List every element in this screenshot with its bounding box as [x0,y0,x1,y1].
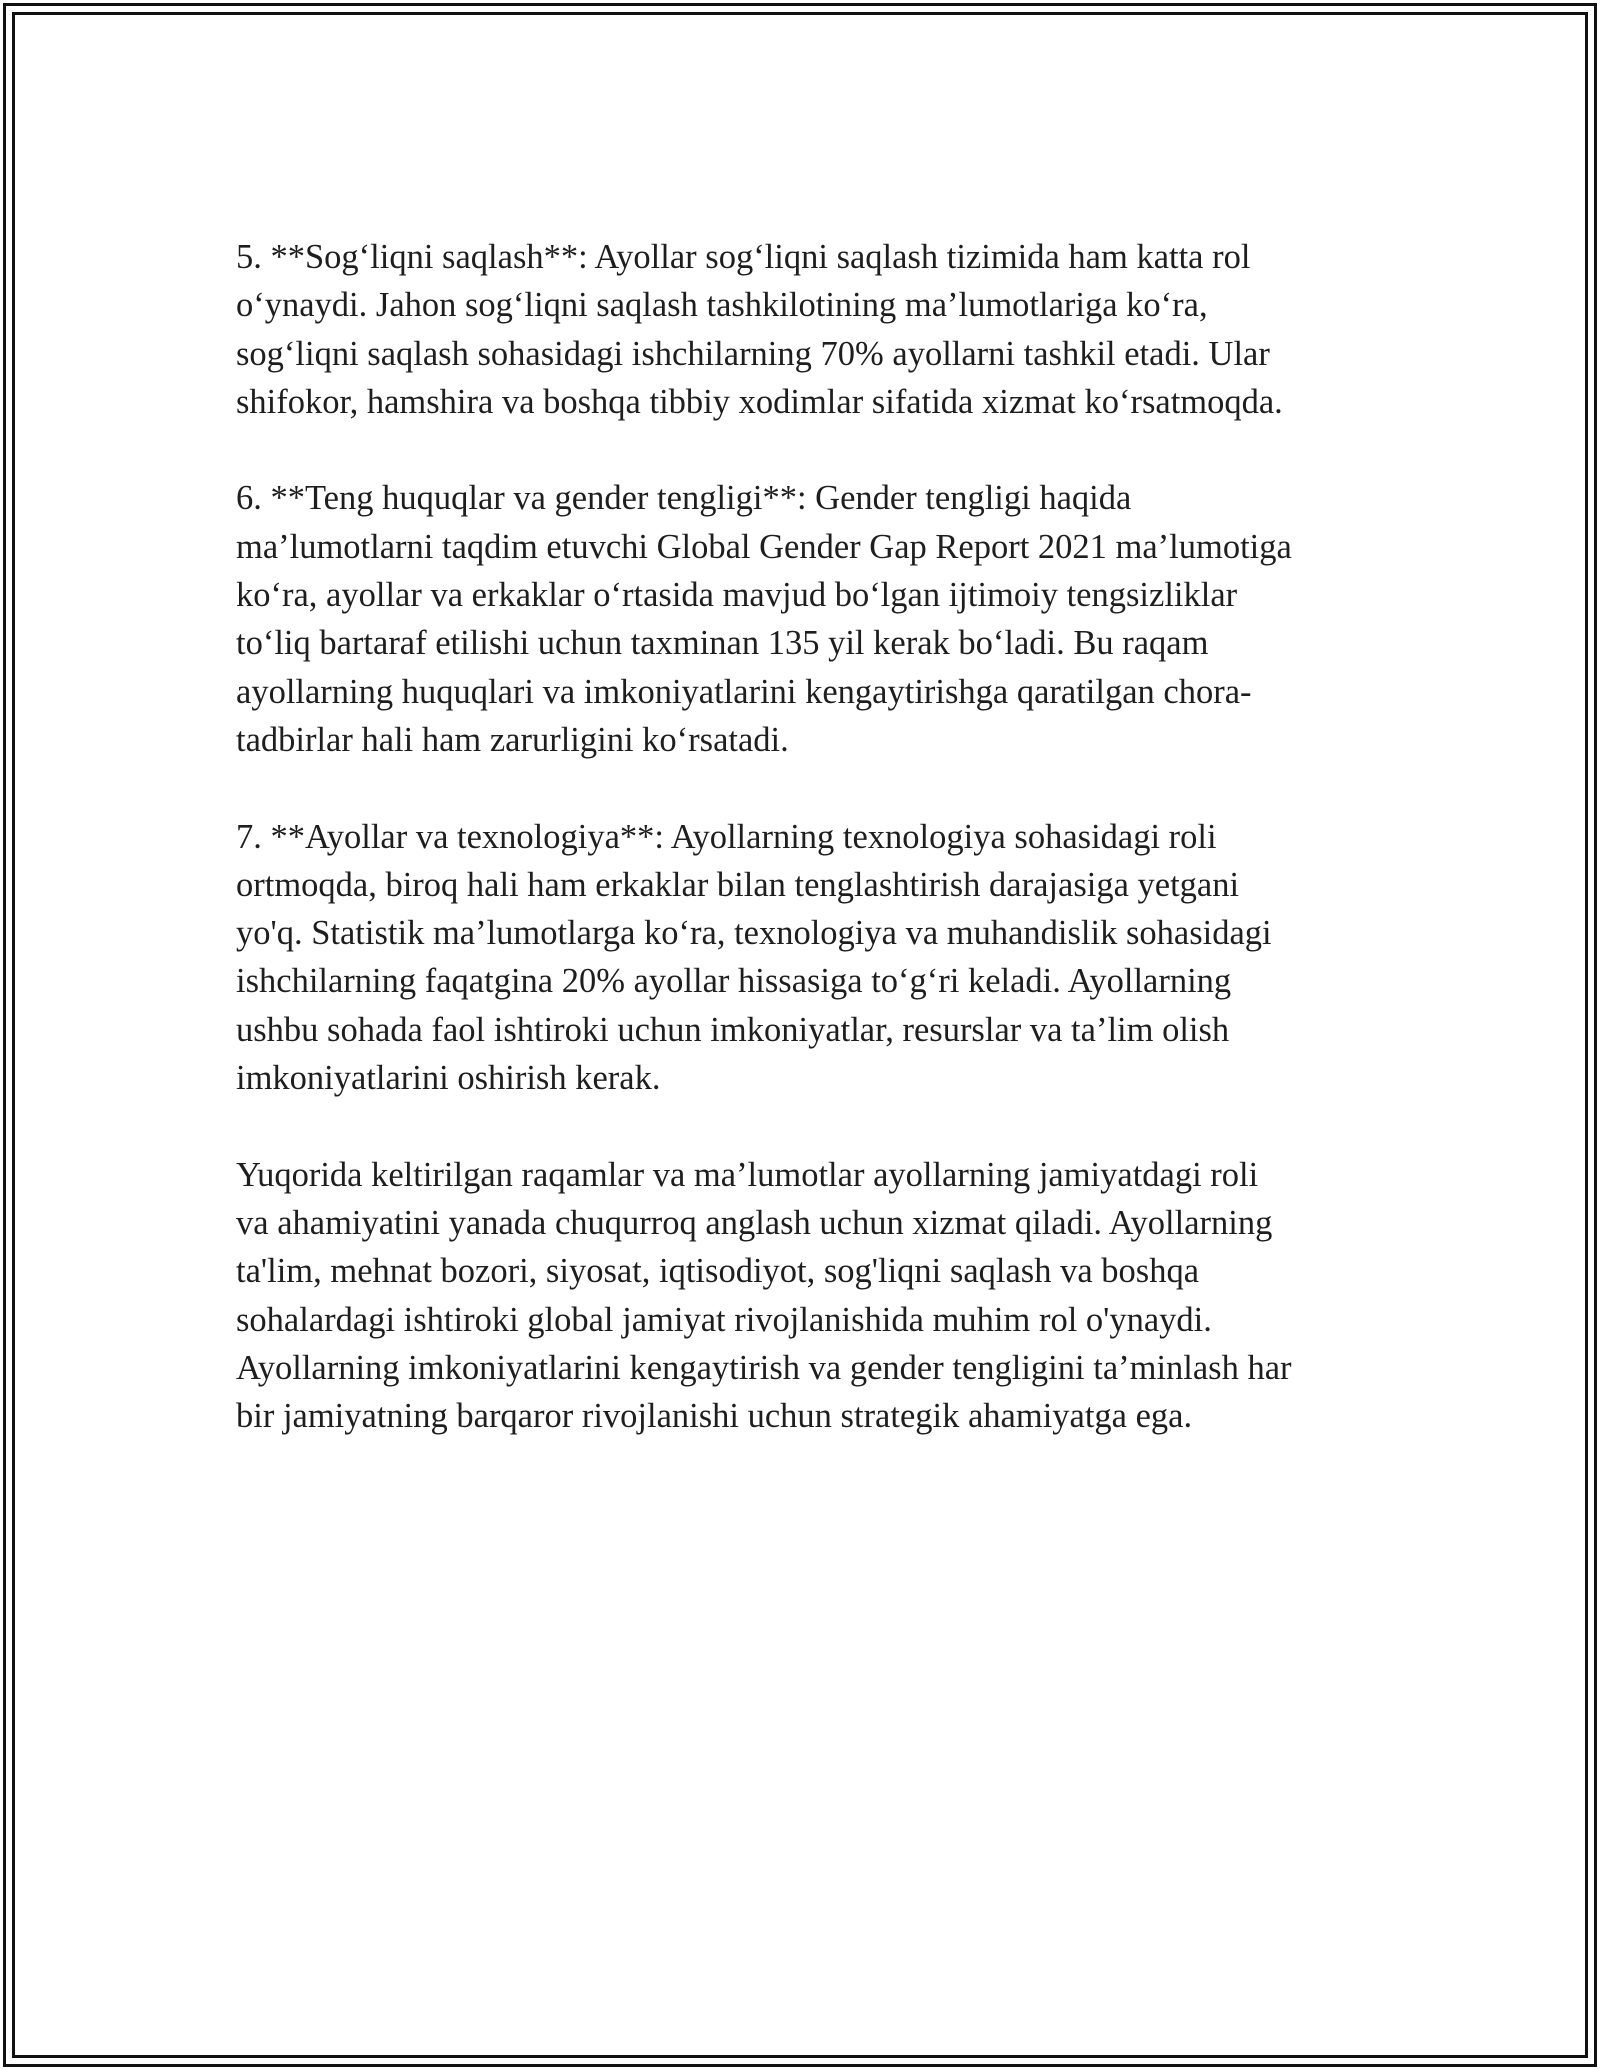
text-line: sog‘liqni saqlash sohasidagi ishchilarning 70% ayollarni tashkil etadi. Ular [236,334,1270,373]
text-line: sohalardagi ishtiroki global jamiyat rivojlanishida muhim rol o'ynaydi. [236,1300,1212,1339]
paragraph-equality [236,474,1366,764]
paragraph-technology [236,813,1366,1103]
paragraph-conclusion [236,1151,1366,1441]
text-line: shifokor, hamshira va boshqa tibbiy xodimlar sifatida xizmat ko‘rsatmoqda. [236,382,1283,421]
text-line: Yuqorida keltirilgan raqamlar va ma’lumotlar ayollarning jamiyatdagi roli [236,1155,1259,1194]
text-line: ishchilarning faqatgina 20% ayollar hissasiga to‘g‘ri keladi. Ayollarning [236,962,1232,1001]
text-line: 6. **Teng huquqlar va gender tengligi**: Gender tengligi haqida [236,479,1132,518]
text-line: ko‘ra, ayollar va erkaklar o‘rtasida mavjud bo‘lgan ijtimoiy tengsizliklar [236,576,1238,615]
text-line: tadbirlar hali ham zarurligini ko‘rsatadi. [236,720,789,759]
text-line: ortmoqda, biroq hali ham erkaklar bilan tenglashtirish darajasiga yetgani [236,865,1240,904]
text-line: bir jamiyatning barqaror rivojlanishi uchun strategik ahamiyatga ega. [236,1397,1193,1436]
text-line: 5. **Sog‘liqni saqlash**: Ayollar sog‘liqni saqlash tizimida ham katta rol [236,238,1251,276]
text-line: o‘ynaydi. Jahon sog‘liqni saqlash tashkilotining ma’lumotlariga ko‘ra, [236,286,1208,325]
paragraph-health [236,233,1366,426]
text-line: 7. **Ayollar va texnologiya**: Ayollarning texnologiya sohasidagi roli [236,817,1217,856]
text-line: ushbu sohada faol ishtiroki uchun imkoniyatlar, resurslar va ta’lim olish [236,1010,1230,1049]
text-line: ayollarning huquqlari va imkoniyatlarini kengaytirishga qaratilgan chora- [236,672,1252,711]
text-line: Ayollarning imkoniyatlarini kengaytirish va gender tengligini ta’minlash har [236,1348,1292,1387]
text-line: ta'lim, mehnat bozori, siyosat, iqtisodiyot, sog'liqni saqlash va boshqa [236,1252,1200,1291]
text-line: imkoniyatlarini oshirish kerak. [236,1059,661,1098]
text-line: ma’lumotlarni taqdim etuvchi Global Gender Gap Report 2021 ma’lumotiga [236,527,1292,566]
text-line: yo'q. Statistik ma’lumotlarga ko‘ra, texnologiya va muhandislik sohasidagi [236,914,1272,953]
text-line: to‘liq bartaraf etilishi uchun taxminan 135 yil kerak bo‘ladi. Bu raqam [236,624,1209,663]
document-body [236,233,1366,1489]
text-line: va ahamiyatini yanada chuqurroq anglash uchun xizmat qiladi. Ayollarning [236,1203,1273,1242]
